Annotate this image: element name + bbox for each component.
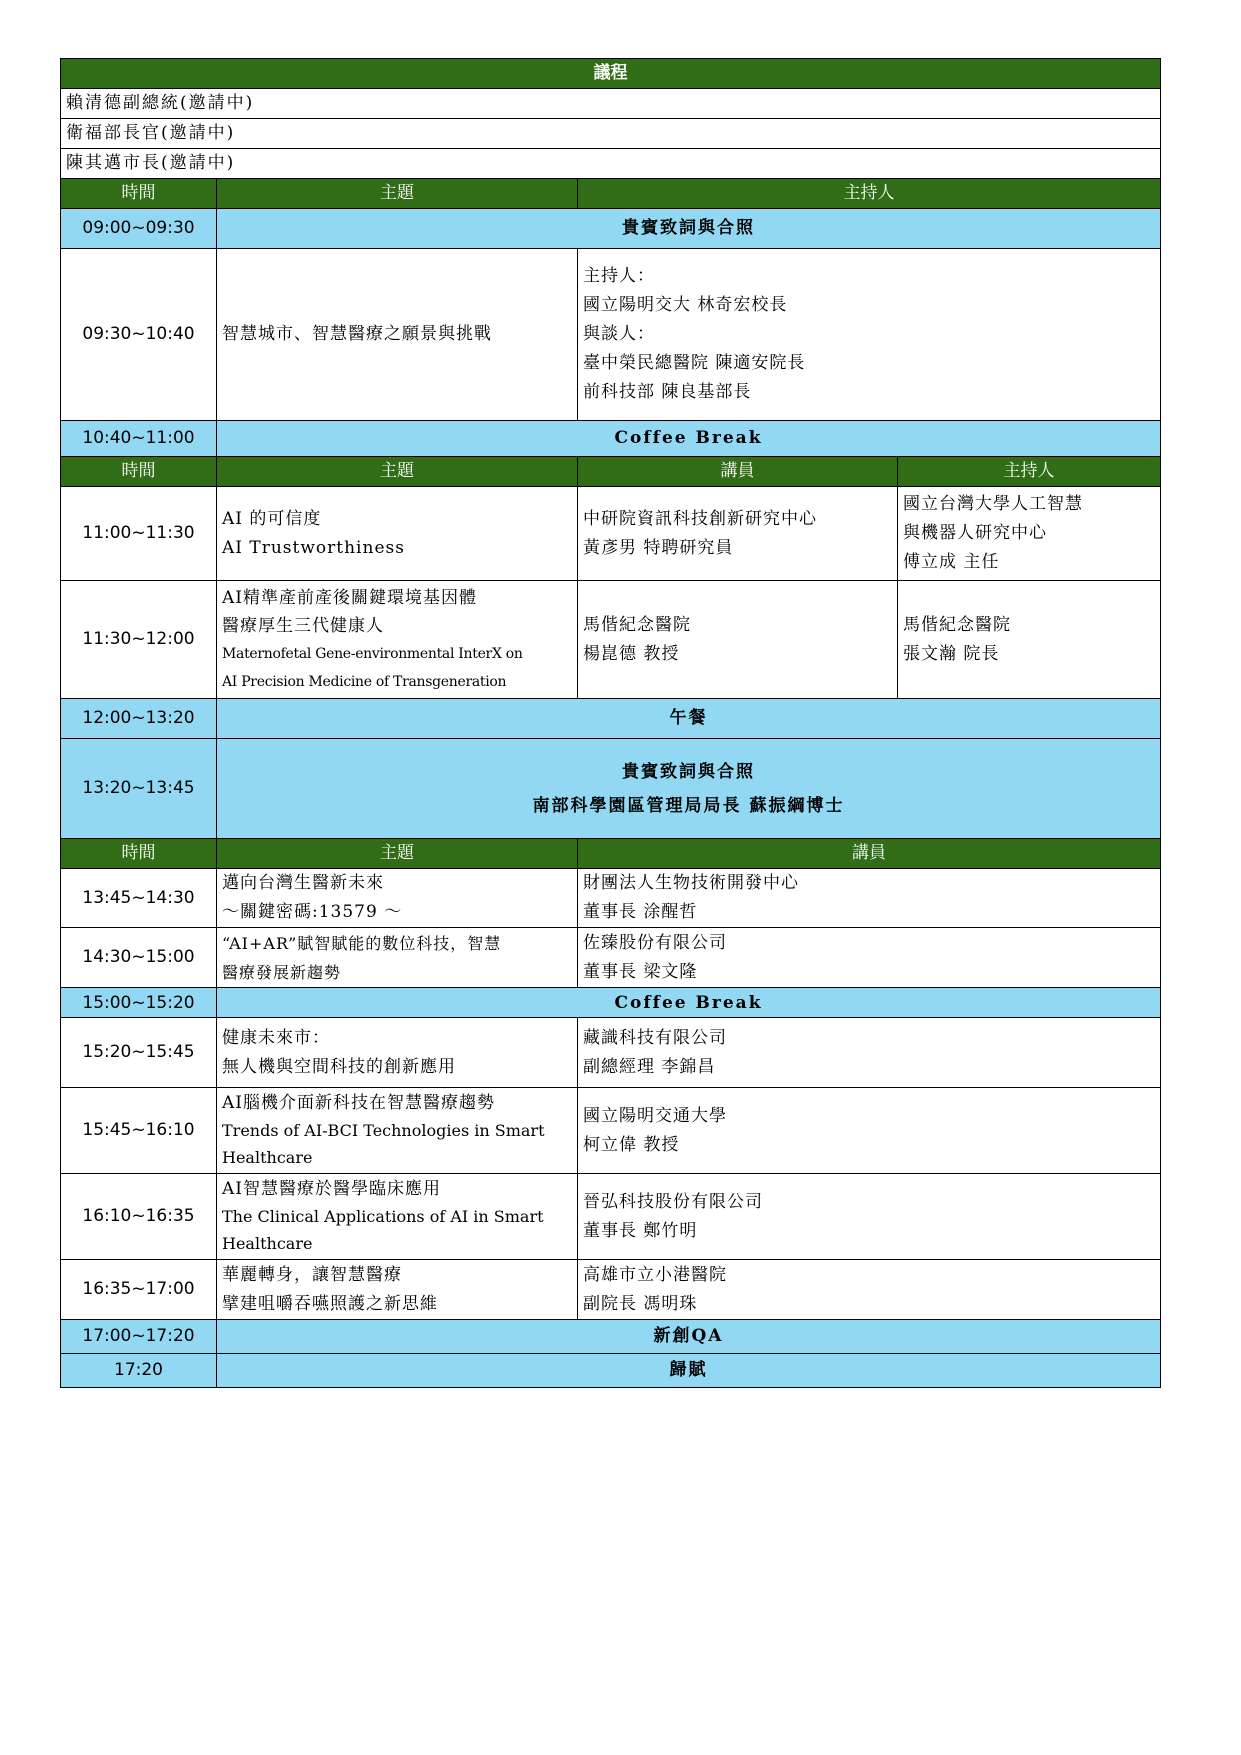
header-topic: 主題	[217, 457, 578, 487]
speaker-line: 馬偕紀念醫院	[583, 614, 691, 635]
header-topic: 主題	[217, 839, 578, 869]
break-time: 15:00~15:20	[61, 988, 217, 1018]
session-time: 09:30~10:40	[61, 249, 217, 421]
header-speaker: 講員	[578, 839, 1161, 869]
talk-speaker	[578, 928, 1161, 988]
talk-speaker	[578, 1018, 1161, 1088]
session-label	[217, 739, 1161, 839]
talk-topic	[217, 1260, 578, 1320]
talk-time: 16:35~17:00	[61, 1260, 217, 1320]
talk-speaker	[578, 487, 898, 581]
topic-line: AI 的可信度	[222, 508, 322, 529]
topic-line: 醫療厚生三代健康人	[222, 615, 384, 636]
vip-guest: 衛福部長官(邀請中)	[61, 119, 1161, 149]
topic-line: 醫療發展新趨勢	[222, 962, 342, 982]
host-line: 馬偕紀念醫院	[903, 614, 1011, 635]
talk-host	[898, 581, 1161, 699]
end-label: 歸賦	[217, 1354, 1161, 1388]
topic-line: 健康未來市：	[222, 1027, 330, 1048]
header-time: 時間	[61, 457, 217, 487]
topic-line: 邁向台灣生醫新未來	[222, 873, 384, 893]
topic-line: 華麗轉身，讓智慧醫療	[222, 1264, 402, 1285]
session-time: 13:20~13:45	[61, 739, 217, 839]
speaker-line: 晉弘科技股份有限公司	[583, 1191, 763, 1212]
topic-line: AI精準產前產後關鍵環境基因體	[222, 587, 477, 608]
header-time: 時間	[61, 179, 217, 209]
speaker-line: 柯立偉 教授	[583, 1134, 680, 1155]
topic-line: Healthcare	[222, 1148, 313, 1167]
topic-line: Trends of AI-BCI Technologies in Smart	[222, 1121, 545, 1140]
talk-speaker	[578, 1088, 1161, 1174]
talk-time: 11:30~12:00	[61, 581, 217, 699]
topic-line: AI Precision Medicine of Transgeneration	[222, 673, 507, 690]
speaker-line: 副總經理 李錦昌	[583, 1056, 716, 1077]
session-label: 貴賓致詞與合照	[217, 209, 1161, 249]
speaker-line: 國立陽明交通大學	[583, 1105, 727, 1126]
host-line: 國立台灣大學人工智慧	[903, 494, 1083, 514]
speaker-line: 董事長 涂醒哲	[583, 902, 698, 922]
speaker-line: 黃彥男 特聘研究員	[583, 537, 734, 558]
speaker-line: 董事長 鄭竹明	[583, 1220, 698, 1241]
talk-topic	[217, 1174, 578, 1260]
session-topic: 智慧城市、智慧醫療之願景與挑戰	[217, 249, 578, 421]
host-line: 張文瀚 院長	[903, 643, 1000, 664]
topic-line: Maternofetal Gene-environmental InterX on	[222, 645, 523, 662]
topic-line: Healthcare	[222, 1234, 313, 1253]
break-label: Coffee Break	[217, 988, 1161, 1018]
topic-line: The Clinical Applications of AI in Smart	[222, 1207, 544, 1226]
speaker-line: 中研院資訊科技創新研究中心	[583, 508, 817, 529]
topic-line: 無人機與空間科技的創新應用	[222, 1056, 456, 1077]
people-line: 臺中榮民總醫院 陳適安院長	[583, 353, 806, 373]
people-line: 前科技部 陳良基部長	[583, 382, 752, 402]
talk-time: 14:30~15:00	[61, 928, 217, 988]
talk-topic	[217, 1018, 578, 1088]
speaker-line: 財團法人生物技術開發中心	[583, 873, 799, 893]
vip-guest: 陳其邁市長(邀請中)	[61, 149, 1161, 179]
vip-guest: 賴清德副總統(邀請中)	[61, 89, 1161, 119]
speaker-line: 副院長 馮明珠	[583, 1293, 698, 1314]
speaker-line: 佐臻股份有限公司	[583, 932, 727, 953]
speaker-line: 董事長 梁文隆	[583, 961, 698, 982]
session-line: 貴賓致詞與合照	[622, 761, 755, 782]
talk-time: 13:45~14:30	[61, 869, 217, 928]
end-time: 17:20	[61, 1354, 217, 1388]
qa-label: 新創QA	[217, 1320, 1161, 1354]
talk-time: 15:45~16:10	[61, 1088, 217, 1174]
session-people	[578, 249, 1161, 421]
agenda-title: 議程	[61, 59, 1161, 89]
agenda-table	[60, 58, 1161, 1388]
speaker-line: 高雄市立小港醫院	[583, 1264, 727, 1285]
topic-line: AI智慧醫療於醫學臨床應用	[222, 1179, 441, 1199]
host-line: 與機器人研究中心	[903, 523, 1047, 543]
header-time: 時間	[61, 839, 217, 869]
host-line: 傅立成 主任	[903, 552, 1000, 572]
talk-topic	[217, 928, 578, 988]
lunch-label: 午餐	[217, 699, 1161, 739]
session-line: 南部科學園區管理局局長 蘇振綱博士	[532, 795, 845, 816]
topic-line: “AI+AR”賦智賦能的數位科技，智慧	[222, 933, 502, 953]
talk-time: 11:00~11:30	[61, 487, 217, 581]
break-time: 10:40~11:00	[61, 421, 217, 457]
people-line: 與談人：	[583, 324, 655, 344]
talk-speaker	[578, 1260, 1161, 1320]
topic-line: AI腦機介面新科技在智慧醫療趨勢	[222, 1093, 495, 1113]
header-topic: 主題	[217, 179, 578, 209]
header-host: 主持人	[578, 179, 1161, 209]
header-speaker: 講員	[578, 457, 898, 487]
speaker-line: 藏識科技有限公司	[583, 1027, 727, 1048]
talk-time: 16:10~16:35	[61, 1174, 217, 1260]
talk-speaker	[578, 581, 898, 699]
lunch-time: 12:00~13:20	[61, 699, 217, 739]
people-line: 國立陽明交大 林奇宏校長	[583, 295, 788, 315]
header-host: 主持人	[898, 457, 1161, 487]
topic-line: 擘建咀嚼吞嚥照護之新思維	[222, 1293, 438, 1314]
speaker-line: 楊崑德 教授	[583, 643, 680, 664]
talk-time: 15:20~15:45	[61, 1018, 217, 1088]
qa-time: 17:00~17:20	[61, 1320, 217, 1354]
people-line: 主持人：	[583, 266, 655, 286]
talk-topic	[217, 487, 578, 581]
talk-speaker	[578, 869, 1161, 928]
talk-speaker	[578, 1174, 1161, 1260]
break-label: Coffee Break	[217, 421, 1161, 457]
talk-topic	[217, 869, 578, 928]
talk-topic	[217, 581, 578, 699]
session-time: 09:00~09:30	[61, 209, 217, 249]
talk-host	[898, 487, 1161, 581]
topic-line: AI Trustworthiness	[222, 537, 405, 558]
topic-line: ～關鍵密碼:13579 ～	[222, 902, 403, 922]
talk-topic	[217, 1088, 578, 1174]
